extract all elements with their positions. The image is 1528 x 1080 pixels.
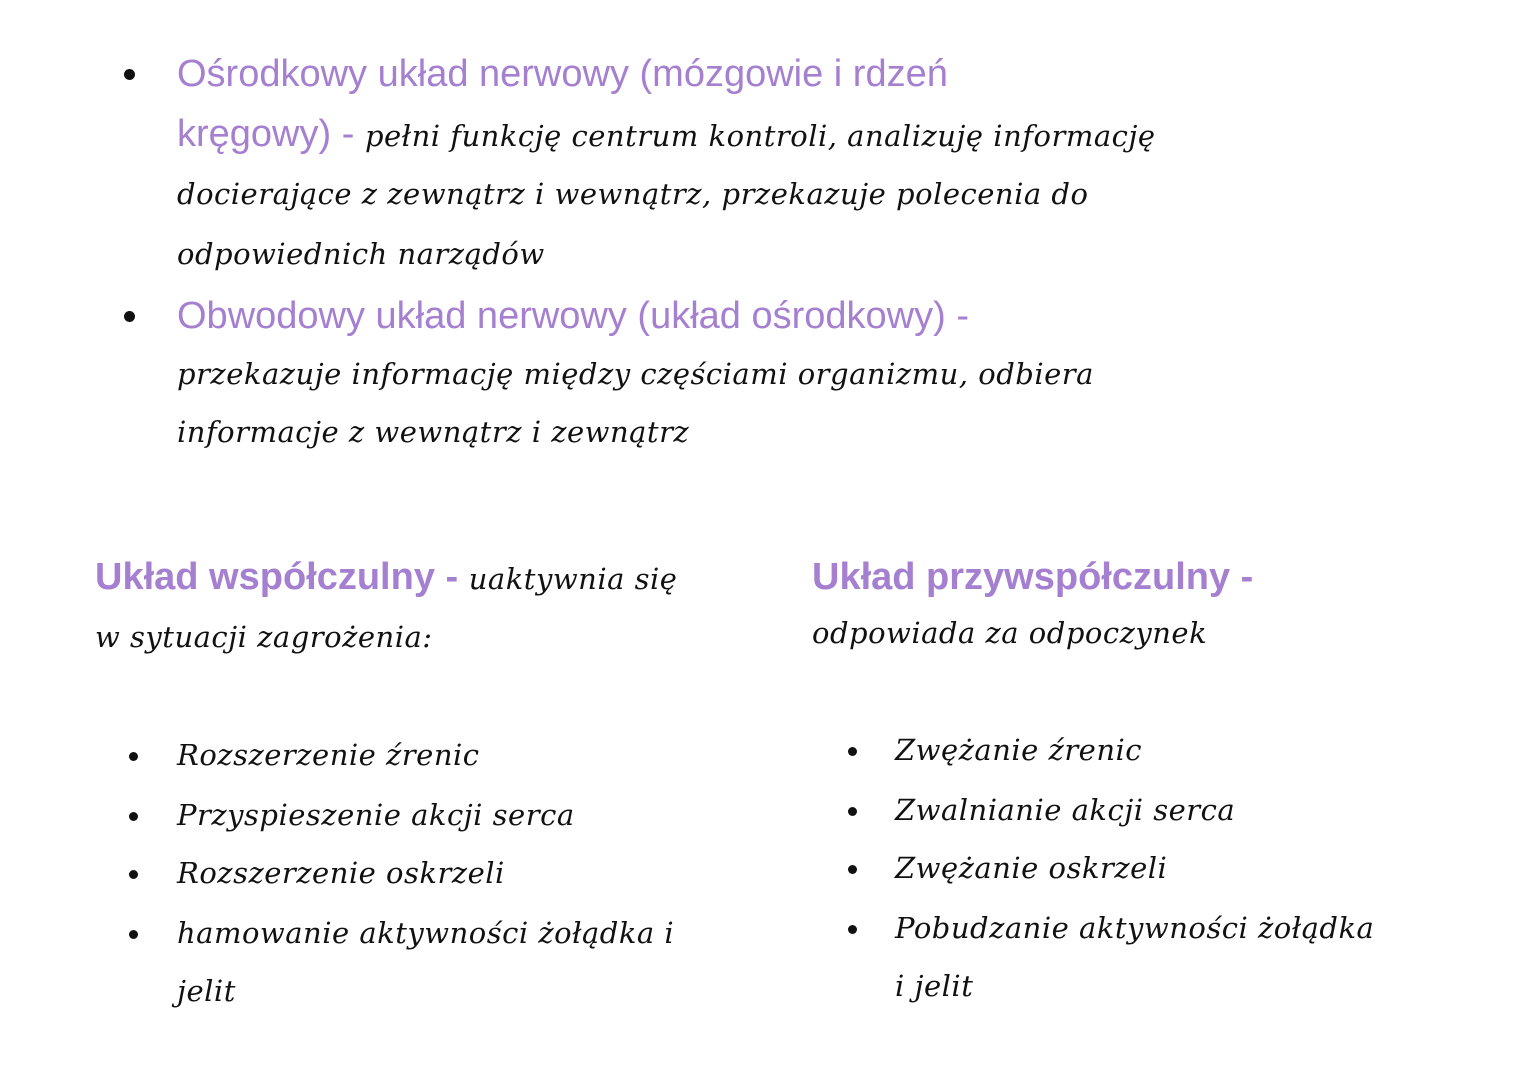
term-description: przekazuje informację między częściami organizmu, odbiera	[177, 357, 1094, 391]
list-item: hamowanie aktywności żołądka i	[177, 916, 675, 950]
list-item: Pobudzanie aktywności żołądka	[895, 911, 1375, 945]
list-item-cns-line2	[177, 104, 1156, 164]
term-description: pełni funkcję centrum kontroli, analizuję informację	[364, 119, 1156, 153]
list-item: Rozszerzenie źrenic	[177, 738, 480, 772]
section-description: w sytuacji zagrożenia:	[95, 620, 433, 654]
bullet-icon	[129, 870, 138, 879]
section-title: Układ współczulny	[95, 556, 435, 598]
list-item-continuation: i jelit	[895, 969, 974, 1003]
bullet-icon	[124, 311, 135, 322]
term-description: informacje z wewnątrz i zewnątrz	[177, 415, 690, 449]
section-description: uaktywnia się	[468, 562, 678, 596]
bullet-icon	[129, 930, 138, 939]
term-title: kręgowy)	[177, 113, 332, 155]
separator: -	[331, 113, 365, 155]
separator: -	[945, 295, 969, 337]
bullet-icon	[124, 69, 135, 80]
term-title: Obwodowy układ nerwowy (układ ośrodkowy)	[177, 295, 946, 337]
list-item: Zwężanie źrenic	[895, 733, 1143, 767]
bullet-icon	[848, 865, 857, 874]
list-item-pns	[177, 286, 969, 346]
list-item: Zwężanie oskrzeli	[895, 851, 1168, 885]
section-title: Układ przywspółczulny	[812, 556, 1231, 598]
term-title: Ośrodkowy układ nerwowy (mózgowie i rdzeń	[177, 53, 948, 95]
sympathetic-heading	[95, 547, 677, 607]
list-item-continuation: jelit	[177, 974, 236, 1008]
list-item-cns	[177, 44, 948, 104]
parasympathetic-heading	[812, 547, 1253, 607]
list-item: Zwalnianie akcji serca	[895, 793, 1236, 827]
term-description: odpowiednich narządów	[177, 237, 545, 271]
bullet-icon	[848, 807, 857, 816]
bullet-icon	[129, 752, 138, 761]
bullet-icon	[129, 812, 138, 821]
separator: -	[1230, 556, 1254, 598]
list-item: Rozszerzenie oskrzeli	[177, 856, 505, 890]
bullet-icon	[848, 747, 857, 756]
bullet-icon	[848, 925, 857, 934]
list-item: Przyspieszenie akcji serca	[177, 798, 575, 832]
term-description: docierające z zewnątrz i wewnątrz, przekazuje polecenia do	[177, 177, 1089, 211]
section-description: odpowiada za odpoczynek	[812, 616, 1208, 650]
separator: -	[434, 556, 469, 598]
